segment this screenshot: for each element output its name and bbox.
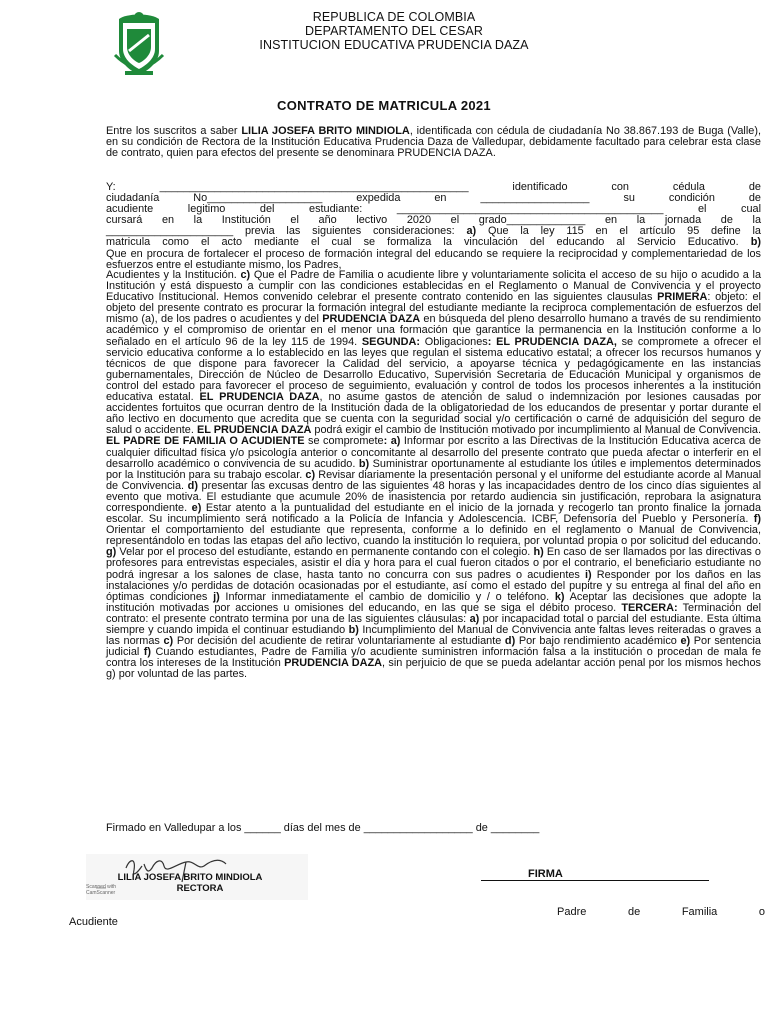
clause-text: Suministrar oportunamente al estudiante los útiles e implementos determinados por la Institución para su trabajo escolar.: [106, 457, 762, 481]
clause-heading-primera: PRIMERA: [657, 291, 708, 304]
clauses-paragraph: [106, 270, 761, 680]
clause-marker: : a): [383, 435, 401, 448]
parties-paragraph: [106, 182, 761, 271]
document-title: CONTRATO DE MATRICULA 2021: [277, 98, 491, 113]
signing-place-date-line: Firmado en Valledupar a los ______ días del mes de __________________ de ________: [106, 822, 540, 834]
institution-name: PRUDENCIA DAZA: [322, 313, 421, 326]
clause-text: Cuando estudiantes, Padre de Familia y/o acudiente suministren información falsa a la institución o procedan de mala fe contra los intereses de la Institución: [106, 646, 761, 670]
clause-text: presentar las excusas dentro de las siguientes 48 horas y las incapacidades dentro de los cinco días siguientes al evento que motiva. El estudiante que acumule 20% de inasistencia por retardo audiencia sin justificación, reprobara la asignatura correspondiente.: [106, 479, 762, 514]
clause-marker: j): [213, 590, 220, 603]
intro-paragraph: [106, 126, 761, 159]
clause-marker: f): [753, 513, 761, 526]
clause-marker: f): [143, 646, 152, 659]
clause-text: en búsqueda del pleno desarrollo humano a través de su rendimiento académico y el compromiso de orientar en el menor una formación que garantice la permanencia en la Institución conforme a lo señalado en el artículo 96 de la ley 115 de 1994.: [106, 313, 761, 348]
clause-text: por incapacidad total o parcial del estudiante. Esta última siempre y cuando impida el continuar estudiando: [106, 612, 761, 636]
clause-marker: a): [469, 612, 480, 625]
header-country: REPUBLICA DE COLOMBIA: [312, 10, 476, 24]
clause-text: , sin perjuicio de que se pueda adelantar acción penal por los mismos hechos g) por voluntad de las partes.: [106, 657, 761, 681]
header-institution: INSTITUCION EDUCATIVA PRUDENCIA DAZA: [259, 38, 529, 52]
clause-marker: e): [191, 501, 202, 514]
clause-text: Acudientes y la Institución.: [106, 269, 241, 281]
scanner-watermark-line-2: CamScanner: [86, 890, 116, 896]
institution-name: EL PRUDENCIA DAZA: [196, 424, 312, 437]
clause-marker: g): [106, 546, 117, 559]
clause-marker: d): [187, 479, 198, 492]
header-department: DEPARTAMENTO DEL CESAR: [305, 24, 483, 38]
institution-name: : EL PRUDENCIA DAZA,: [487, 335, 617, 348]
clause-text: Que el Padre de Familia o acudiente libre y voluntariamente solicita el acceso de su hijo o acudido a la Institución y está dispuesto a cumplir con las condiciones establecidas en el Reglamento o Manual de Convivencia y el proyecto Educativo Institucional. Hemos convenido celebrar el presente contrato contenido en las siguientes clausulas: [106, 269, 761, 304]
clause-text: Por bajo rendimiento académico: [515, 635, 681, 648]
parties-line-7: Que en procura de fortalecer el proceso de formación integral del educando se requiere la reciprocidad y complementariedad de los esfuerzos entre el estudiante mismo, los Padres,: [106, 247, 761, 271]
clause-text: Obligaciones: [420, 335, 488, 348]
clause-text: Informar inmediatamente el cambio de domicilio y / o teléfono.: [219, 590, 555, 603]
scanner-watermark-line-1: Scanned with: [86, 884, 117, 890]
parties-line-2: ciudadanía No___________________ expedida en __________________ su condición de: [106, 192, 761, 205]
firma-label: FIRMA: [528, 868, 563, 880]
school-shield-logo: [113, 11, 165, 77]
clause-heading-segunda: SEGUNDA:: [361, 335, 421, 348]
clause-text: Responder por los daños en las instalaciones y/o perdidas de dotación ocasionadas por el estudiante, así como el estado del pupitre y su entrega al final del año en óptimas condiciones: [106, 568, 761, 603]
parties-line-6: [106, 237, 761, 248]
intro-text-b: , identificada con cédula de ciudadanía No 38.867.193 de Buga (Valle), en su condición de Rectora de la Institución Educativa Prudencia Daza de Valledupar, debidamente facultado para celebrar esta clase de contrato, quien para efectos del presente se denominara PRUDENCIA DAZA.: [106, 125, 761, 160]
parties-line-5a: _____________________ previa las siguientes consideraciones:: [106, 225, 467, 238]
clause-text: se compromete a ofrecer el servicio educativa conforme a lo establecido en las leyes que regulan el sistema educativo estatal; a ofrecer los recursos humanos y técnicos de que dispone para favorecer la Calidad del servicio, a apoyarse técnica y pedagógicamente en las instancias gubernamentales, Dirección de Núcleo de Desarrollo Educativo, Supervisión Secretaria de Educación Municipal y organismos de control del estado para favorecer el proceso de seguimiento, evaluación y control de todos los procesos inherentes a la institución educativa estatal.: [106, 335, 761, 404]
clause-text: Por decisión del acudiente de retirar voluntariamente al estudiante: [173, 635, 505, 648]
rector-signature-name: LILIA JOSEFA BRITO MINDIOLA: [117, 872, 263, 883]
intro-text-a: Entre los suscritos a saber: [106, 125, 242, 137]
institution-name: PRUDENCIA DAZA: [284, 657, 383, 670]
clause-b-marker: b): [750, 236, 761, 249]
parties-line-3: acudiente legitimo del estudiante: ____________________________________________ el cual: [106, 203, 761, 216]
clause-marker: k): [554, 590, 565, 603]
parties-line-4: cursará en la Institución el año lectivo 2020 el grado_____________ en la jornada de la: [106, 214, 761, 227]
clause-marker: h): [533, 546, 544, 559]
clause-text: Revisar diariamente la presentación personal y el uniforme del estudiante acorde al Manual de Convivencia.: [106, 468, 761, 492]
clause-text: Incumplimiento del Manual de Convivencia ante faltas leves reiteradas o graves a las normas: [106, 624, 761, 648]
clause-a-marker: a): [466, 225, 477, 238]
parties-line-5c: Que la ley 115 en el artículo 95 define la: [476, 225, 761, 238]
clause-marker: b): [358, 457, 370, 470]
clause-text: En caso de ser llamados por las directivas o profesores para entrevistas especiales, asistir el día y hora para el cual fueron citados o por el contrario, el beneficiario estudiante no podrá ingresar a los salones de clase, hasta tanto no concurra con sus padres o acudientes: [106, 546, 761, 581]
clause-text: se compromete: [304, 435, 384, 448]
clause-text: : objeto: el objeto del presente contrato es procurar la formación integral del estudiante mediante la reciproca complementación de esfuerzos del mismo (a), de los padres o acudientes y del: [106, 291, 761, 326]
clause-text: podrá exigir el cambio de Institución motivado por incumplimiento al Manual de Convivencia.: [311, 424, 762, 437]
clause-marker: b): [348, 624, 359, 636]
clause-text: Orientar el comportamiento del estudiante que representa, conforme a lo definido en el reglamento o Manual de Convivencia, representándolo en todas las etapas del año lectivo, cuando la institución lo requiera, por voluntad propia o por solicitud del educando.: [106, 524, 761, 548]
institution-name: EL PRUDENCIA DAZA: [199, 391, 320, 404]
document-header: [240, 10, 548, 52]
rector-signature-role: RECTORA: [176, 883, 224, 894]
clause-text: Aceptar las decisiones que adopte la institución motivadas por acciones u omisiones del educando, en las que se siga el débito proceso.: [106, 590, 762, 614]
scanner-watermark: [86, 884, 116, 896]
clause-text: Por sentencia judicial: [106, 635, 761, 659]
clause-text: Terminación del contrato: el presente contrato termina por una de las siguientes cláusulas:: [106, 601, 761, 625]
clause-heading-tercera: TERCERA:: [621, 601, 678, 614]
guardian-role-label: Padre de Familia o: [557, 906, 765, 918]
clause-marker: e): [680, 635, 691, 648]
parties-line-6a: matricula como el acto mediante el cual se formaliza la vinculación del educando al Servicio Educativo.: [106, 236, 751, 249]
rector-name: LILIA JOSEFA BRITO MINDIOLA: [241, 125, 410, 137]
parties-line-1: Y: ___________________________________________________ identificado con cédula de: [106, 181, 761, 193]
clause-text: Velar por el proceso del estudiante, estando en permanente contando con el colegio.: [116, 546, 534, 559]
clause-marker: i): [585, 568, 592, 581]
clause-marker: d): [504, 635, 516, 648]
clause-marker: c): [163, 635, 174, 648]
clause-marker: c): [305, 468, 316, 481]
clause-text: Informar por escrito a las Directivas de la Institución Educativa acerca de cualquier dificultad física y/o psicología anterior o concomitante al desarrollo del presente contrato que pueda afectar o interferir en el desarrollo académico o convivencia de su acudido.: [106, 435, 761, 470]
guardian-role-label-continued: Acudiente: [69, 916, 118, 928]
guardian-signature-line: [481, 880, 709, 881]
clause-text: , no asume gastos de atención de salud o indemnización por lesiones causadas por accidentes fortuitos que ocurran dentro de la Institución dada de la obligatoriedad de los educandos de presentar y portar durante el año lectivo en documento que acredita que se cuenta con la seguridad social y/o certificación o carné de adquisición del seguro de salud o accidente.: [106, 391, 761, 437]
guardian-heading: EL PADRE DE FAMILIA O ACUDIENTE: [106, 435, 305, 448]
clause-marker: c): [240, 269, 251, 281]
clause-text: Estar atento a la puntualidad del estudiante en el inicio de la jornada y recogerlo tan pronto finalice la jornada escolar. Su incumplimiento será notificado a la Policía de Infancia y Adolescencia. ICBF, Defensoría del Pueblo y Personería.: [106, 501, 761, 526]
